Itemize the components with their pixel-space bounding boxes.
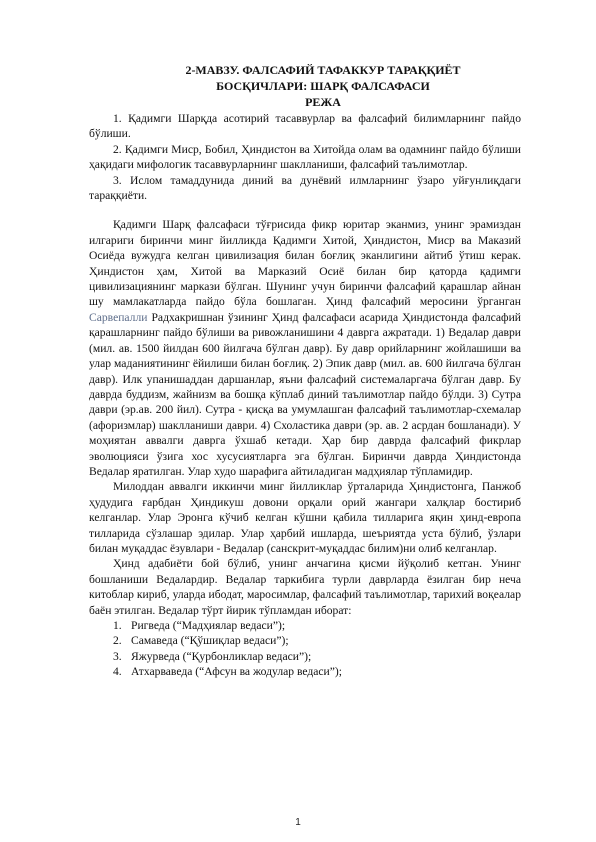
vedas-list [89, 618, 521, 680]
paragraph-2: Милоддан аввалги иккинчи минг йилликлар ўрталарида Ҳиндистонга, Панжоб ҳудудига ғарбдан Ҳиндикуш довони орқали орий жангари халқлар бостириб келганлар. Улар Эронга кўчиб келган кўшни қабила тилларига яқин ҳинд-европа тилларида сўзлашар эдилар. Улар ҳарбий ишларда, шеъриятда уста бўлиб, ўзлари билан муқаддас ёзувлари - Ведалар (санскрит-муқаддас билим)ни олиб келганлар. [89, 480, 521, 555]
title-line-1: 2-МАВЗУ. ФАЛСАФИЙ ТАФАККУР ТАРАҚҚИЁТ [185, 63, 461, 77]
list-item-number: 1. [113, 619, 122, 632]
plan-item: 2. Қадимги Миср, Бобил, Ҳиндистон ва Хитойда олам ва одамнинг пайдо бўлиши ҳақидаги мифологик тасаввурларнинг шаклланиши, фалсафий таълимотлар. [89, 142, 521, 172]
list-item-text: Самаведа (“Қўшиқлар ведаси”); [131, 634, 289, 648]
list-item-text: Яжурведа (“Қурбонликлар ведаси”); [131, 649, 312, 663]
list-item-text: Атхарваведа (“Афсун ва жодулар ведаси”); [131, 665, 342, 679]
list-item-number: 2. [113, 634, 122, 648]
page-content [89, 62, 521, 680]
list-item [113, 633, 521, 648]
paragraph-1-text-start: Қадимги Шарқ фалсафаси тўғрисида фикр юритар эканмиз, унинг эрамиздан илгариги биринчи минг йилликда Қадимги Хитой, Ҳиндистон, Миср ва Маказий Осиёда вужудга келган цивилизация билан боғлиқ эканлигини айтиб ўтиш керак. Ҳиндистон ҳам, Хитой ва Марказий Осиё билан бир қаторда қадимги цивилизациянинг маркази бўлган. Шунинг учун биринчи фалсафий қарашлар айнан шу мамлакатларда пайдо бўла бошлаган. Ҳинд фалсафий меросини ўрганган [89, 218, 521, 309]
title-line-2: БОСҚИЧЛАРИ: ШАРҚ ФАЛСАФАСИ [216, 79, 430, 93]
paragraph-3: Ҳинд адабиёти бой бўлиб, унинг анчагина қисми йўқолиб кетган. Унинг бошланиши Ведалардир. Ведалар таркибига турли даврларда ёзилган бир неча китоблар кириб, уларда ибодат, маросимлар, фалсафий таълимотлар, тарихий воқеалар баён этилган. Ведалар тўрт йирик тўпламдан иборат: [89, 557, 521, 617]
section-gap [89, 203, 521, 217]
list-item [113, 664, 521, 679]
list-item [113, 618, 521, 633]
plan-item: 1. Қадимги Шарқда асотирий тасаввурлар ва фалсафий билимларнинг пайдо бўлиши. [89, 112, 521, 141]
list-item [113, 649, 521, 664]
plan-list [89, 111, 521, 203]
plan-item: 3. Ислом тамаддунида диний ва дунёвий илмларнинг ўзаро уйғунлиқдаги тараққиёти. [89, 173, 521, 203]
list-item-text: Ригведа (“Мадҳиялар ведаси”); [131, 619, 286, 632]
page-number: 1 [295, 817, 301, 828]
plan-heading: РЕЖА [305, 95, 341, 109]
list-item-number: 4. [113, 665, 122, 679]
paragraph-1-text-end: Радхакришнан ўзининг Ҳинд фалсафаси асарида Ҳиндистонда фалсафий қарашларнинг пайдо бўлиши ва ривожланишини 4 даврга ажратади. 1) Ведалар даври (мил. ав. 1500 йилдан 600 йилгача бўлган давр). Бу давр орийларнинг жойлашиши ва улар маданиятининг ёйилиши билан боғлиқ. 2) Эпик давр (мил. ав. 600 йилгача бўлган давр). Илк упанишаддан даршанлар, яъни фалсафий системаларгача бўлган давр. Бу даврда буддизм, жайнизм ва бошқа кўплаб диний таълимотлар пайдо бўлди. 3) Сутра даври (эр.ав. 200 йил). Сутра - қисқа ва умумлашган фалсафий таълимотлар-схемалар (афоризмлар) шаклланиши даври. 4) Схоластика даври (эр. ав. 2 асрдан бошланади). У моҳиятан аввалги даврга ўхшаб кетади. Ҳар бир даврда фалсафий фикрлар эволюцияси ўзига хос хусусиятларга эга бўлган. Биринчи даврда Ҳиндистонда Ведалар яратилган. Улар худо шарафига айтиладиган мадҳиялар тўпламидир. [89, 310, 521, 478]
paragraph-1 [89, 217, 521, 479]
highlighted-name: Сарвепалли [89, 310, 148, 324]
list-item-number: 3. [113, 649, 122, 663]
